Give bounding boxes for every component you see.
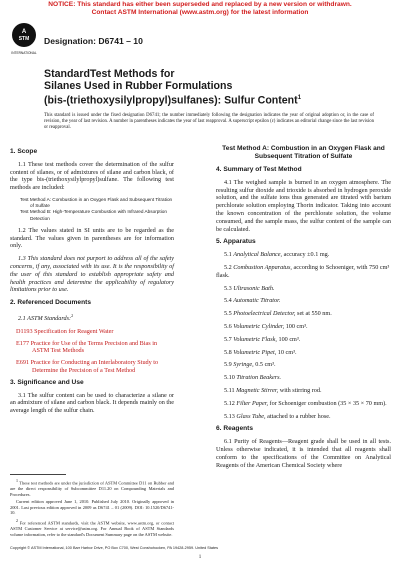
notice-line-2: Contact ASTM International (www.astm.org) for the latest information (91, 9, 309, 17)
apparatus-item (216, 413, 391, 421)
section-1-heading: 1. Scope (10, 148, 38, 155)
apparatus-item (216, 297, 391, 305)
apparatus-detail: 0.5 cm³. (255, 361, 276, 369)
apparatus-detail: 10 cm³. (277, 348, 297, 356)
apparatus-number: 5.6 (224, 322, 232, 330)
apparatus-name: Titration Beakers. (236, 374, 282, 382)
apparatus-item (216, 336, 391, 344)
apparatus-name: Ultrasonic Bath. (233, 284, 275, 292)
apparatus-item (216, 400, 391, 408)
apparatus-name: Automatic Titrator. (233, 297, 281, 305)
apparatus-name: Volumetric Cylinder, (233, 322, 285, 330)
document-title (44, 68, 374, 107)
para-4-1: 4.1 The weighed sample is burned in an oxygen atmosphere. The resulting sulfur dioxide and trioxide is absorbed in hydrogen peroxide solution, and the sulfate ions thus generated are titrated with barium perchlorate solution employing Thorin indicator. Taking into account the known concentration of the perchlorate solution, the volume consumed, and the sample mass, the sulfur content of the sample can be calculated. (216, 178, 391, 233)
apparatus-detail: 100 cm³. (285, 322, 308, 330)
astm-logo-icon (10, 22, 38, 56)
page-number: 1 (198, 555, 202, 560)
apparatus-number: 5.9 (224, 361, 232, 369)
apparatus-detail: 100 cm³. (278, 335, 301, 343)
apparatus-number: 5.8 (224, 348, 232, 356)
footnote-2: $^2$ For referenced ASTM standards, visit the ASTM website, www.astm.org, or contact ASTM Customer Service at service@astm.org. For Annual Book of ASTM Standards volume information, refer to the standard's Document Summary page on the ASTM website. (10, 518, 174, 537)
apparatus-name: Filter Paper, (236, 399, 268, 407)
apparatus-number: 5.5 (224, 310, 232, 318)
apparatus-name: Syringe, (233, 361, 254, 369)
apparatus-number: 5.1 (224, 251, 232, 259)
section-4-heading: 4. Summary of Test Method (216, 166, 302, 173)
title-line-1: StandardTest Methods for (44, 68, 175, 80)
section-5-heading: 5. Apparatus (216, 238, 256, 246)
footnote-divider (10, 474, 66, 475)
footnote-1: $^1$ These test methods are under the jurisdiction of ASTM Committee D11 on Rubber and are the direct responsibility of Subcommittee D11.20 on Compounding Materials and Procedures. (10, 478, 174, 497)
apparatus-item (216, 251, 391, 259)
para-6-1: 6.1 Purity of Reagents—Reagent grade shall be used in all tests. Unless otherwise indicated, it is intended that all reagents shall conform to the specifications of the Committee on Analytical Reagents of the American Chemical Society where (216, 438, 391, 469)
apparatus-item (216, 264, 391, 280)
svg-text:INTERNATIONAL: INTERNATIONAL (11, 51, 37, 55)
apparatus-number: 5.7 (224, 335, 232, 343)
apparatus-item (216, 323, 391, 331)
notice-banner (0, 1, 400, 17)
para-1-2: 1.2 The values stated in SI units are to be regarded as the standard. The values given in parentheses are for information only. (10, 226, 174, 250)
method-a-heading: Test Method A: Combustion in an Oxygen Flask and Subsequent Titration of Sulfate (222, 145, 385, 160)
apparatus-detail: with stirring rod. (279, 386, 322, 394)
apparatus-name: Volumetric Pipet, (233, 348, 277, 356)
apparatus-item (216, 285, 391, 293)
apparatus-number: 5.2 (224, 263, 232, 271)
apparatus-name: Volumetric Flask, (233, 335, 277, 343)
footnotes (10, 474, 174, 539)
apparatus-item (216, 387, 391, 395)
method-list (20, 197, 174, 222)
reference-e177[interactable]: E177 Practice for Use of the Terms Precision and Bias in ASTM Test Methods (16, 339, 158, 355)
method-list-item: Test Method B: High-Temperature Combustion with Infrared Absorption Detection (20, 209, 167, 221)
apparatus-number: 5.3 (224, 284, 232, 292)
apparatus-name: Photoelectrical Detector, (233, 310, 296, 318)
footnote-1b: Current edition approved June 1, 2010. Published July 2010. Originally approved in 2001. Last previous edition approved in 2009 as D6741 – 01 (2009). DOI: 10.1520/D6741-10. (10, 499, 174, 516)
apparatus-item (216, 361, 391, 369)
apparatus-list (216, 251, 391, 420)
svg-text:A: A (21, 29, 27, 35)
apparatus-detail: accuracy ±0.1 mg. (283, 251, 330, 259)
notice-line-1: NOTICE: This standard has either been superseded and replaced by a new version or withdrawn. (48, 1, 352, 8)
reference-e691[interactable]: E691 Practice for Conducting an Interlaboratory Study to Determine the Precision of a Test Method (16, 359, 159, 375)
apparatus-item (216, 310, 391, 318)
apparatus-number: 5.4 (224, 297, 232, 305)
apparatus-name: Magnetic Stirrer, (236, 386, 279, 394)
method-list-item: Test Method A: Combustion in an Oxygen Flask and Subsequent Titration of Sulfate (20, 196, 173, 209)
apparatus-number: 5.11 (224, 386, 235, 394)
para-2-1: 2.1 ASTM Standards:$^2$ (18, 312, 74, 323)
apparatus-detail: according to Schoeniger, with 750 cm³ flask. (216, 263, 390, 279)
copyright-line: Copyright © ASTM International, 100 Barr Harbor Drive, PO Box C700, West Conshohocken, PA 19428-2959. United States (10, 546, 219, 550)
apparatus-number: 5.13 (224, 412, 235, 420)
left-column (10, 145, 174, 420)
apparatus-number: 5.12 (224, 399, 235, 407)
designation: Designation: D6741 – 10 (44, 36, 143, 46)
apparatus-number: 5.10 (224, 374, 235, 382)
section-3-heading: 3. Significance and Use (10, 378, 84, 386)
apparatus-detail: attached to a rubber hose. (267, 412, 331, 420)
apparatus-name: Glass Tube, (236, 412, 266, 420)
para-1-1: 1.1 These test methods cover the determination of the sulfur content of silanes, or of admixtures of silane and carbon black, of the type bis-(triethoxysilylpropyl)sulfane. The following test methods are included: (10, 160, 174, 192)
para-3-1: 3.1 The sulfur content can be used to characterize a silane or an admixture of silane and carbon black. It depends mainly on the average length of the sulfur chain. (10, 391, 174, 415)
section-2-heading: 2. Referenced Documents (10, 299, 91, 307)
title-line-3: (bis-(triethoxysilylpropyl)sulfanes): Sulfur Content$^1$ (44, 94, 302, 107)
apparatus-detail: set at 550 nm. (297, 310, 332, 318)
apparatus-detail: for Schoeniger combustion (35 × 35 × 70 mm). (269, 399, 387, 407)
section-6-heading: 6. Reagents (216, 425, 254, 433)
para-1-3: 1.3 This standard does not purport to address all of the safety concerns, if any, associated with its use. It is the responsibility of the user of this standard to establish appropriate safety and health practices and determine the applicability of regulatory limitations prior to use. (10, 255, 174, 294)
right-column (216, 145, 391, 474)
apparatus-name: Analytical Balance, (233, 251, 283, 259)
apparatus-item (216, 374, 391, 382)
apparatus-name: Combustion Apparatus, (233, 263, 292, 271)
title-line-2: Silanes Used in Rubber Formulations (44, 80, 233, 93)
astm-logo (10, 22, 38, 56)
apparatus-item (216, 349, 391, 357)
reference-d1193[interactable]: D1193 Specification for Reagent Water (16, 327, 114, 335)
intro-paragraph: This standard is issued under the fixed designation D6741; the number immediately following the designation indicates the year of original adoption or, in the case of revision, the year of last revision. A number in parentheses indicates the year of last reapproval. A superscript epsilon (ε) indicates an editorial change since the last revision or reapproval. (44, 113, 374, 131)
svg-text:STM: STM (18, 36, 30, 42)
